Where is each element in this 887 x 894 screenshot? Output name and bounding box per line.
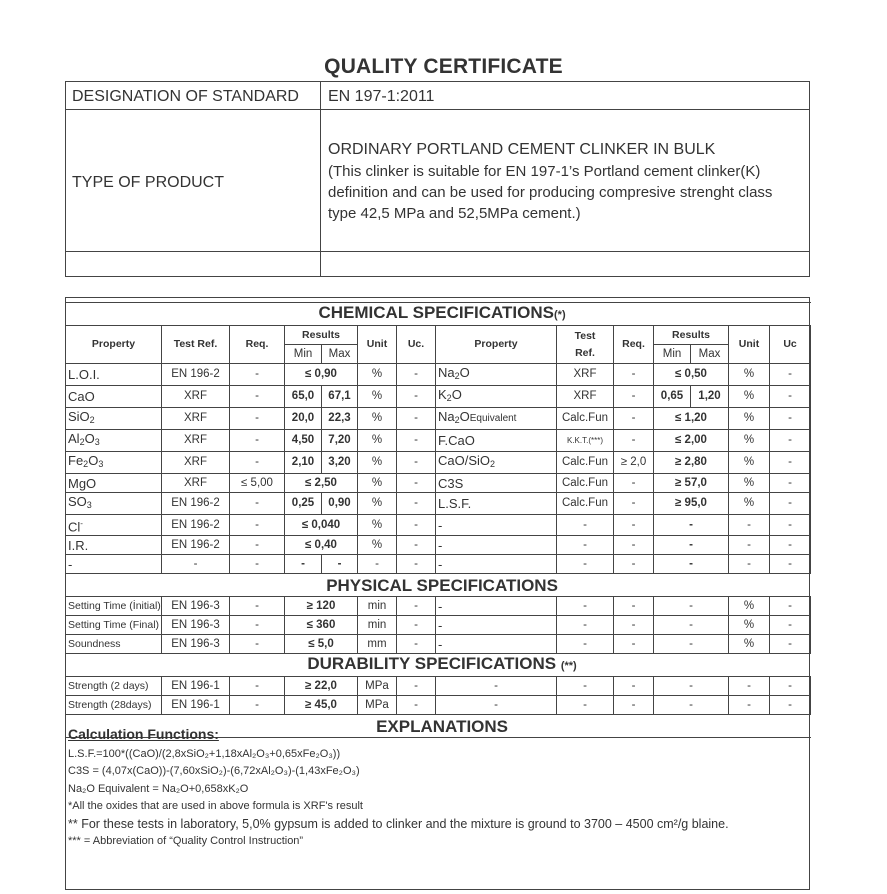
- product-description-line: definition and can be used for producing compresive strenght class: [328, 184, 773, 201]
- explanations-section: [68, 726, 808, 851]
- unit-cell: -: [729, 515, 770, 536]
- uc-cell: -: [397, 364, 436, 386]
- property-cell: [66, 515, 162, 536]
- req-cell: -: [614, 493, 654, 515]
- property-cell: [66, 408, 162, 430]
- unit-cell: %: [358, 493, 397, 515]
- column-header-row: [66, 326, 811, 345]
- unit-cell: %: [729, 430, 770, 452]
- uc-cell: -: [397, 408, 436, 430]
- req-cell: ≥ 2,0: [614, 452, 654, 474]
- property-name: I.R.: [68, 537, 89, 553]
- property-cell: [436, 364, 557, 386]
- property-name: -: [438, 556, 443, 572]
- req-cell: ≤ 5,00: [230, 474, 285, 493]
- req-cell: -: [614, 364, 654, 386]
- unit-cell: min: [358, 597, 397, 616]
- req-cell: -: [614, 696, 654, 715]
- section-title-row: [66, 654, 811, 677]
- uc-cell: -: [770, 386, 811, 408]
- header-divider: [66, 251, 809, 252]
- property-name: K: [438, 387, 447, 402]
- section-title-mark: (**): [560, 660, 577, 673]
- subscript: 2: [446, 393, 452, 403]
- table-row: [66, 493, 811, 515]
- test-ref-cell: -: [557, 536, 614, 555]
- c3s-formula: C3S = (4,07x(CaO))-(7,60xSiO₂)-(6,72xAl₂O₃)-(1,43xFe₂O₃): [68, 765, 360, 777]
- header-min: Min: [285, 345, 322, 364]
- uc-cell: -: [770, 364, 811, 386]
- result-range: -: [654, 555, 729, 574]
- property-suffix: O: [84, 431, 95, 446]
- test-ref-cell: EN 196-1: [162, 677, 230, 696]
- section-title-row: [66, 303, 811, 326]
- test-ref-cell: EN 196-2: [162, 364, 230, 386]
- header-test-ref: [557, 326, 614, 364]
- result-range: ≤ 360: [285, 616, 358, 635]
- property-cell: Setting Time (Final): [66, 616, 162, 635]
- result-min: 20,0: [285, 408, 322, 430]
- result-range: -: [654, 696, 729, 715]
- test-ref-cell: EN 196-3: [162, 635, 230, 654]
- property-name: SiO: [68, 409, 90, 424]
- property-name: Na: [438, 409, 455, 424]
- test-ref-cell: XRF: [162, 408, 230, 430]
- property-cell: [436, 386, 557, 408]
- subscript: 2: [454, 371, 460, 381]
- property-name: Cl: [68, 519, 81, 535]
- result-max: 1,20: [691, 386, 729, 408]
- result-range: ≤ 0,40: [285, 536, 358, 555]
- header-test-ref-line: Ref.: [575, 346, 595, 359]
- unit-cell: -: [729, 555, 770, 574]
- test-ref-cell: EN 196-3: [162, 597, 230, 616]
- product-type-title: ORDINARY PORTLAND CEMENT CLINKER IN BULK: [328, 141, 716, 158]
- result-range: ≤ 2,00: [654, 430, 729, 452]
- test-ref-cell: K.K.T.(***): [557, 430, 614, 452]
- unit-cell: -: [729, 536, 770, 555]
- result-range: ≤ 5,0: [285, 635, 358, 654]
- req-cell: -: [614, 515, 654, 536]
- uc-cell: -: [770, 452, 811, 474]
- unit-cell: MPa: [358, 696, 397, 715]
- property-cell: [436, 452, 557, 474]
- test-ref-cell: -: [557, 515, 614, 536]
- uc-cell: -: [770, 616, 811, 635]
- table-row: [66, 364, 811, 386]
- unit-cell: %: [358, 408, 397, 430]
- uc-cell: -: [397, 430, 436, 452]
- product-description-line: (This clinker is suitable for EN 197-1’s Portland cement clinker(K): [328, 163, 761, 180]
- req-cell: -: [230, 677, 285, 696]
- property-cell: Strength (28days): [66, 696, 162, 715]
- test-ref-cell: XRF: [557, 364, 614, 386]
- uc-cell: -: [770, 677, 811, 696]
- uc-cell: -: [397, 515, 436, 536]
- uc-cell: -: [397, 452, 436, 474]
- table-row: [66, 474, 811, 493]
- unit-cell: min: [358, 616, 397, 635]
- note-triple-asterisk: *** = Abbreviation of “Quality Control Instruction”: [68, 835, 304, 847]
- unit-cell: %: [358, 474, 397, 493]
- header-max: Max: [691, 345, 729, 364]
- header-property: Property: [436, 326, 557, 364]
- header-divider-vertical: [320, 82, 321, 276]
- result-range: ≤ 0,50: [654, 364, 729, 386]
- req-cell: -: [614, 408, 654, 430]
- unit-cell: %: [358, 364, 397, 386]
- req-cell: -: [230, 515, 285, 536]
- header-test-ref-line: Test: [574, 329, 596, 342]
- req-cell: -: [614, 536, 654, 555]
- product-description-line: type 42,5 MPa and 52,5MPa cement.): [328, 205, 581, 222]
- unit-cell: %: [729, 452, 770, 474]
- uc-cell: -: [770, 597, 811, 616]
- section-title-text: DURABILITY SPECIFICATIONS: [307, 654, 557, 674]
- req-cell: -: [230, 430, 285, 452]
- test-ref-cell: -: [557, 597, 614, 616]
- unit-cell: %: [729, 364, 770, 386]
- property-name: Fe: [68, 453, 84, 468]
- property-name: Na: [438, 365, 455, 380]
- property-name: -: [68, 556, 73, 572]
- property-name: Al: [68, 431, 80, 446]
- result-max: 22,3: [322, 408, 358, 430]
- result-min: 4,50: [285, 430, 322, 452]
- property-cell: [436, 493, 557, 515]
- property-name: CaO/SiO: [438, 453, 491, 468]
- test-ref-cell: -: [557, 696, 614, 715]
- unit-cell: %: [358, 386, 397, 408]
- test-ref-cell: EN 196-2: [162, 493, 230, 515]
- property-cell: [436, 474, 557, 493]
- subscript: 3: [94, 437, 100, 447]
- result-max: 3,20: [322, 452, 358, 474]
- uc-cell: -: [397, 635, 436, 654]
- header-min: Min: [654, 345, 691, 364]
- property-name: SO: [68, 494, 87, 509]
- table-row: [66, 677, 811, 696]
- test-ref-cell: Calc.Fun: [557, 408, 614, 430]
- unit-cell: %: [729, 597, 770, 616]
- designation-value: EN 197-1:2011: [328, 88, 435, 105]
- designation-label: DESIGNATION OF STANDARD: [72, 88, 299, 105]
- property-cell: [436, 430, 557, 452]
- table-row: [66, 616, 811, 635]
- req-cell: -: [230, 616, 285, 635]
- table-row: [66, 597, 811, 616]
- test-ref-cell: -: [162, 555, 230, 574]
- section-title-text: CHEMICAL SPECIFICATIONS: [318, 303, 554, 322]
- property-cell: [66, 452, 162, 474]
- unit-cell: -: [358, 555, 397, 574]
- property-name: CaO: [68, 389, 95, 404]
- section-title-mark: (*): [554, 309, 566, 321]
- physical-section-title: [66, 574, 811, 597]
- req-cell: -: [230, 408, 285, 430]
- test-ref-cell: Calc.Fun: [557, 452, 614, 474]
- result-range: ≤ 2,50: [285, 474, 358, 493]
- req-cell: -: [614, 386, 654, 408]
- uc-cell: -: [397, 493, 436, 515]
- test-ref-cell: XRF: [162, 474, 230, 493]
- uc-cell: -: [770, 555, 811, 574]
- result-range: -: [654, 536, 729, 555]
- uc-cell: -: [397, 677, 436, 696]
- test-ref-cell: -: [557, 555, 614, 574]
- unit-cell: %: [358, 452, 397, 474]
- uc-cell: -: [770, 696, 811, 715]
- test-ref-cell: XRF: [162, 452, 230, 474]
- table-row: [66, 536, 811, 555]
- property-cell: [66, 364, 162, 386]
- req-cell: -: [614, 616, 654, 635]
- result-range: -: [654, 677, 729, 696]
- property-cell: [66, 474, 162, 493]
- req-cell: -: [230, 696, 285, 715]
- unit-cell: %: [729, 493, 770, 515]
- subscript: 2: [490, 459, 496, 469]
- test-ref-cell: -: [557, 616, 614, 635]
- property-cell: [436, 536, 557, 555]
- result-min: 0,65: [654, 386, 691, 408]
- req-cell: -: [614, 597, 654, 616]
- property-cell: [66, 493, 162, 515]
- explanations-section-title: EXPLANATIONS: [66, 715, 811, 738]
- property-cell: -: [436, 696, 557, 715]
- property-name: -: [438, 537, 443, 553]
- uc-cell: -: [770, 515, 811, 536]
- property-cell: Strength (2 days): [66, 677, 162, 696]
- test-ref-cell: -: [557, 635, 614, 654]
- test-ref-cell: -: [557, 677, 614, 696]
- na2o-equivalent-formula: Na₂O Equivalent = Na₂O+0,658xK₂O: [68, 782, 249, 795]
- test-ref-cell: XRF: [162, 430, 230, 452]
- table-row: [66, 515, 811, 536]
- document-title: QUALITY CERTIFICATE: [324, 55, 563, 78]
- property-cell: [66, 536, 162, 555]
- req-cell: -: [614, 474, 654, 493]
- uc-cell: -: [770, 635, 811, 654]
- uc-cell: -: [770, 536, 811, 555]
- result-range: ≥ 22,0: [285, 677, 358, 696]
- subscript: 2: [79, 437, 85, 447]
- result-min: 0,25: [285, 493, 322, 515]
- property-name: MgO: [68, 475, 97, 491]
- test-ref-cell: EN 196-2: [162, 515, 230, 536]
- property-cell: [436, 515, 557, 536]
- subscript: 3: [86, 500, 92, 510]
- unit-cell: %: [358, 536, 397, 555]
- section-title-row: [66, 574, 811, 597]
- req-cell: -: [230, 364, 285, 386]
- test-ref-cell: EN 196-1: [162, 696, 230, 715]
- unit-cell: mm: [358, 635, 397, 654]
- property-suffix: O: [459, 409, 470, 424]
- unit-cell: %: [729, 635, 770, 654]
- test-ref-cell: XRF: [162, 386, 230, 408]
- property-cell: Setting Time (İnitial): [66, 597, 162, 616]
- property-cell: Soundness: [66, 635, 162, 654]
- table-row: [66, 635, 811, 654]
- subscript: 2: [83, 459, 89, 469]
- uc-cell: -: [397, 474, 436, 493]
- uc-cell: -: [397, 386, 436, 408]
- property-cell: -: [436, 597, 557, 616]
- header-req: Req.: [230, 326, 285, 364]
- test-ref-cell: EN 196-2: [162, 536, 230, 555]
- header-max: Max: [322, 345, 358, 364]
- result-range: ≥ 45,0: [285, 696, 358, 715]
- note-single-asterisk: *All the oxides that are used in above formula is XRF's result: [68, 800, 363, 812]
- unit-cell: -: [729, 696, 770, 715]
- result-range: -: [654, 515, 729, 536]
- result-min: 65,0: [285, 386, 322, 408]
- header-uc: Uc.: [397, 326, 436, 364]
- req-cell: -: [230, 493, 285, 515]
- property-cell: [66, 555, 162, 574]
- result-min: 2,10: [285, 452, 322, 474]
- property-name: C3S: [438, 475, 464, 491]
- result-range: -: [654, 635, 729, 654]
- uc-cell: -: [397, 597, 436, 616]
- uc-cell: -: [397, 555, 436, 574]
- header-unit: Unit: [358, 326, 397, 364]
- req-cell: -: [614, 635, 654, 654]
- uc-cell: -: [770, 430, 811, 452]
- unit-cell: %: [358, 430, 397, 452]
- property-qualifier: Equivalent: [469, 413, 517, 424]
- req-cell: -: [614, 555, 654, 574]
- unit-cell: MPa: [358, 677, 397, 696]
- property-cell: [436, 555, 557, 574]
- req-cell: -: [614, 430, 654, 452]
- note-double-asterisk: ** For these tests in laboratory, 5,0% gypsum is added to clinker and the mixture is ground to 3700 – 4500 cm²/g blaine.: [68, 816, 729, 831]
- header-test-ref: Test Ref.: [162, 326, 230, 364]
- property-cell: [66, 430, 162, 452]
- unit-cell: %: [729, 616, 770, 635]
- property-cell: -: [436, 635, 557, 654]
- lsf-formula: L.S.F.=100*((CaO)/(2,8xSiO₂+1,18xAl₂O₃+0,65xFe₂O₃)): [68, 747, 341, 760]
- table-row: [66, 386, 811, 408]
- unit-cell: %: [729, 386, 770, 408]
- table-row: [66, 555, 811, 574]
- result-range: ≤ 0,040: [285, 515, 358, 536]
- chemical-section-title: [66, 303, 811, 326]
- uc-cell: -: [397, 536, 436, 555]
- result-range: -: [654, 616, 729, 635]
- table-row: [66, 696, 811, 715]
- property-name: F.CaO: [438, 433, 475, 448]
- test-ref-cell: XRF: [557, 386, 614, 408]
- result-range: ≤ 1,20: [654, 408, 729, 430]
- uc-cell: -: [770, 408, 811, 430]
- subscript: 2: [454, 415, 460, 425]
- superscript: -: [80, 519, 83, 528]
- property-cell: [66, 386, 162, 408]
- req-cell: -: [230, 536, 285, 555]
- property-suffix: O: [451, 387, 462, 402]
- test-ref-cell: Calc.Fun: [557, 474, 614, 493]
- table-row: [66, 452, 811, 474]
- result-range: ≥ 95,0: [654, 493, 729, 515]
- section-title-text: PHYSICAL SPECIFICATIONS: [326, 575, 558, 595]
- property-name: -: [438, 517, 443, 533]
- test-ref-cell: Calc.Fun: [557, 493, 614, 515]
- property-name: L.O.I.: [68, 367, 100, 382]
- product-type-label: TYPE OF PRODUCT: [72, 174, 225, 191]
- req-cell: -: [230, 635, 285, 654]
- table-row: [66, 408, 811, 430]
- result-min: -: [285, 555, 322, 574]
- uc-cell: -: [397, 616, 436, 635]
- durability-section-title: [66, 654, 811, 677]
- result-max: 7,20: [322, 430, 358, 452]
- property-name: L.S.F.: [438, 496, 472, 511]
- table-row: [66, 430, 811, 452]
- uc-cell: -: [397, 696, 436, 715]
- req-cell: -: [230, 555, 285, 574]
- property-cell: -: [436, 616, 557, 635]
- standard-info-table: [65, 81, 810, 277]
- result-range: -: [654, 597, 729, 616]
- header-unit: Unit: [729, 326, 770, 364]
- test-ref-cell: EN 196-3: [162, 616, 230, 635]
- header-divider: [66, 109, 809, 110]
- result-range: ≥ 2,80: [654, 452, 729, 474]
- header-property: Property: [66, 326, 162, 364]
- specifications-table: [65, 302, 811, 738]
- property-suffix: O: [88, 453, 99, 468]
- property-suffix: O: [459, 365, 470, 380]
- calculation-functions-title: Calculation Functions:: [68, 726, 219, 742]
- result-max: 0,90: [322, 493, 358, 515]
- property-cell: [436, 408, 557, 430]
- subscript: 2: [89, 415, 95, 425]
- req-cell: -: [230, 452, 285, 474]
- header-results: Results: [654, 326, 729, 345]
- req-cell: -: [230, 597, 285, 616]
- subscript: 3: [98, 459, 104, 469]
- uc-cell: -: [770, 474, 811, 493]
- header-results: Results: [285, 326, 358, 345]
- result-max: 67,1: [322, 386, 358, 408]
- req-cell: -: [614, 677, 654, 696]
- req-cell: -: [230, 386, 285, 408]
- unit-cell: %: [729, 474, 770, 493]
- result-range: ≥ 57,0: [654, 474, 729, 493]
- result-max: -: [322, 555, 358, 574]
- result-range: ≥ 120: [285, 597, 358, 616]
- property-cell: -: [436, 677, 557, 696]
- unit-cell: %: [729, 408, 770, 430]
- uc-cell: -: [770, 493, 811, 515]
- unit-cell: -: [729, 677, 770, 696]
- unit-cell: %: [358, 515, 397, 536]
- result-range: ≤ 0,90: [285, 364, 358, 386]
- header-uc: Uc: [770, 326, 811, 364]
- header-req: Req.: [614, 326, 654, 364]
